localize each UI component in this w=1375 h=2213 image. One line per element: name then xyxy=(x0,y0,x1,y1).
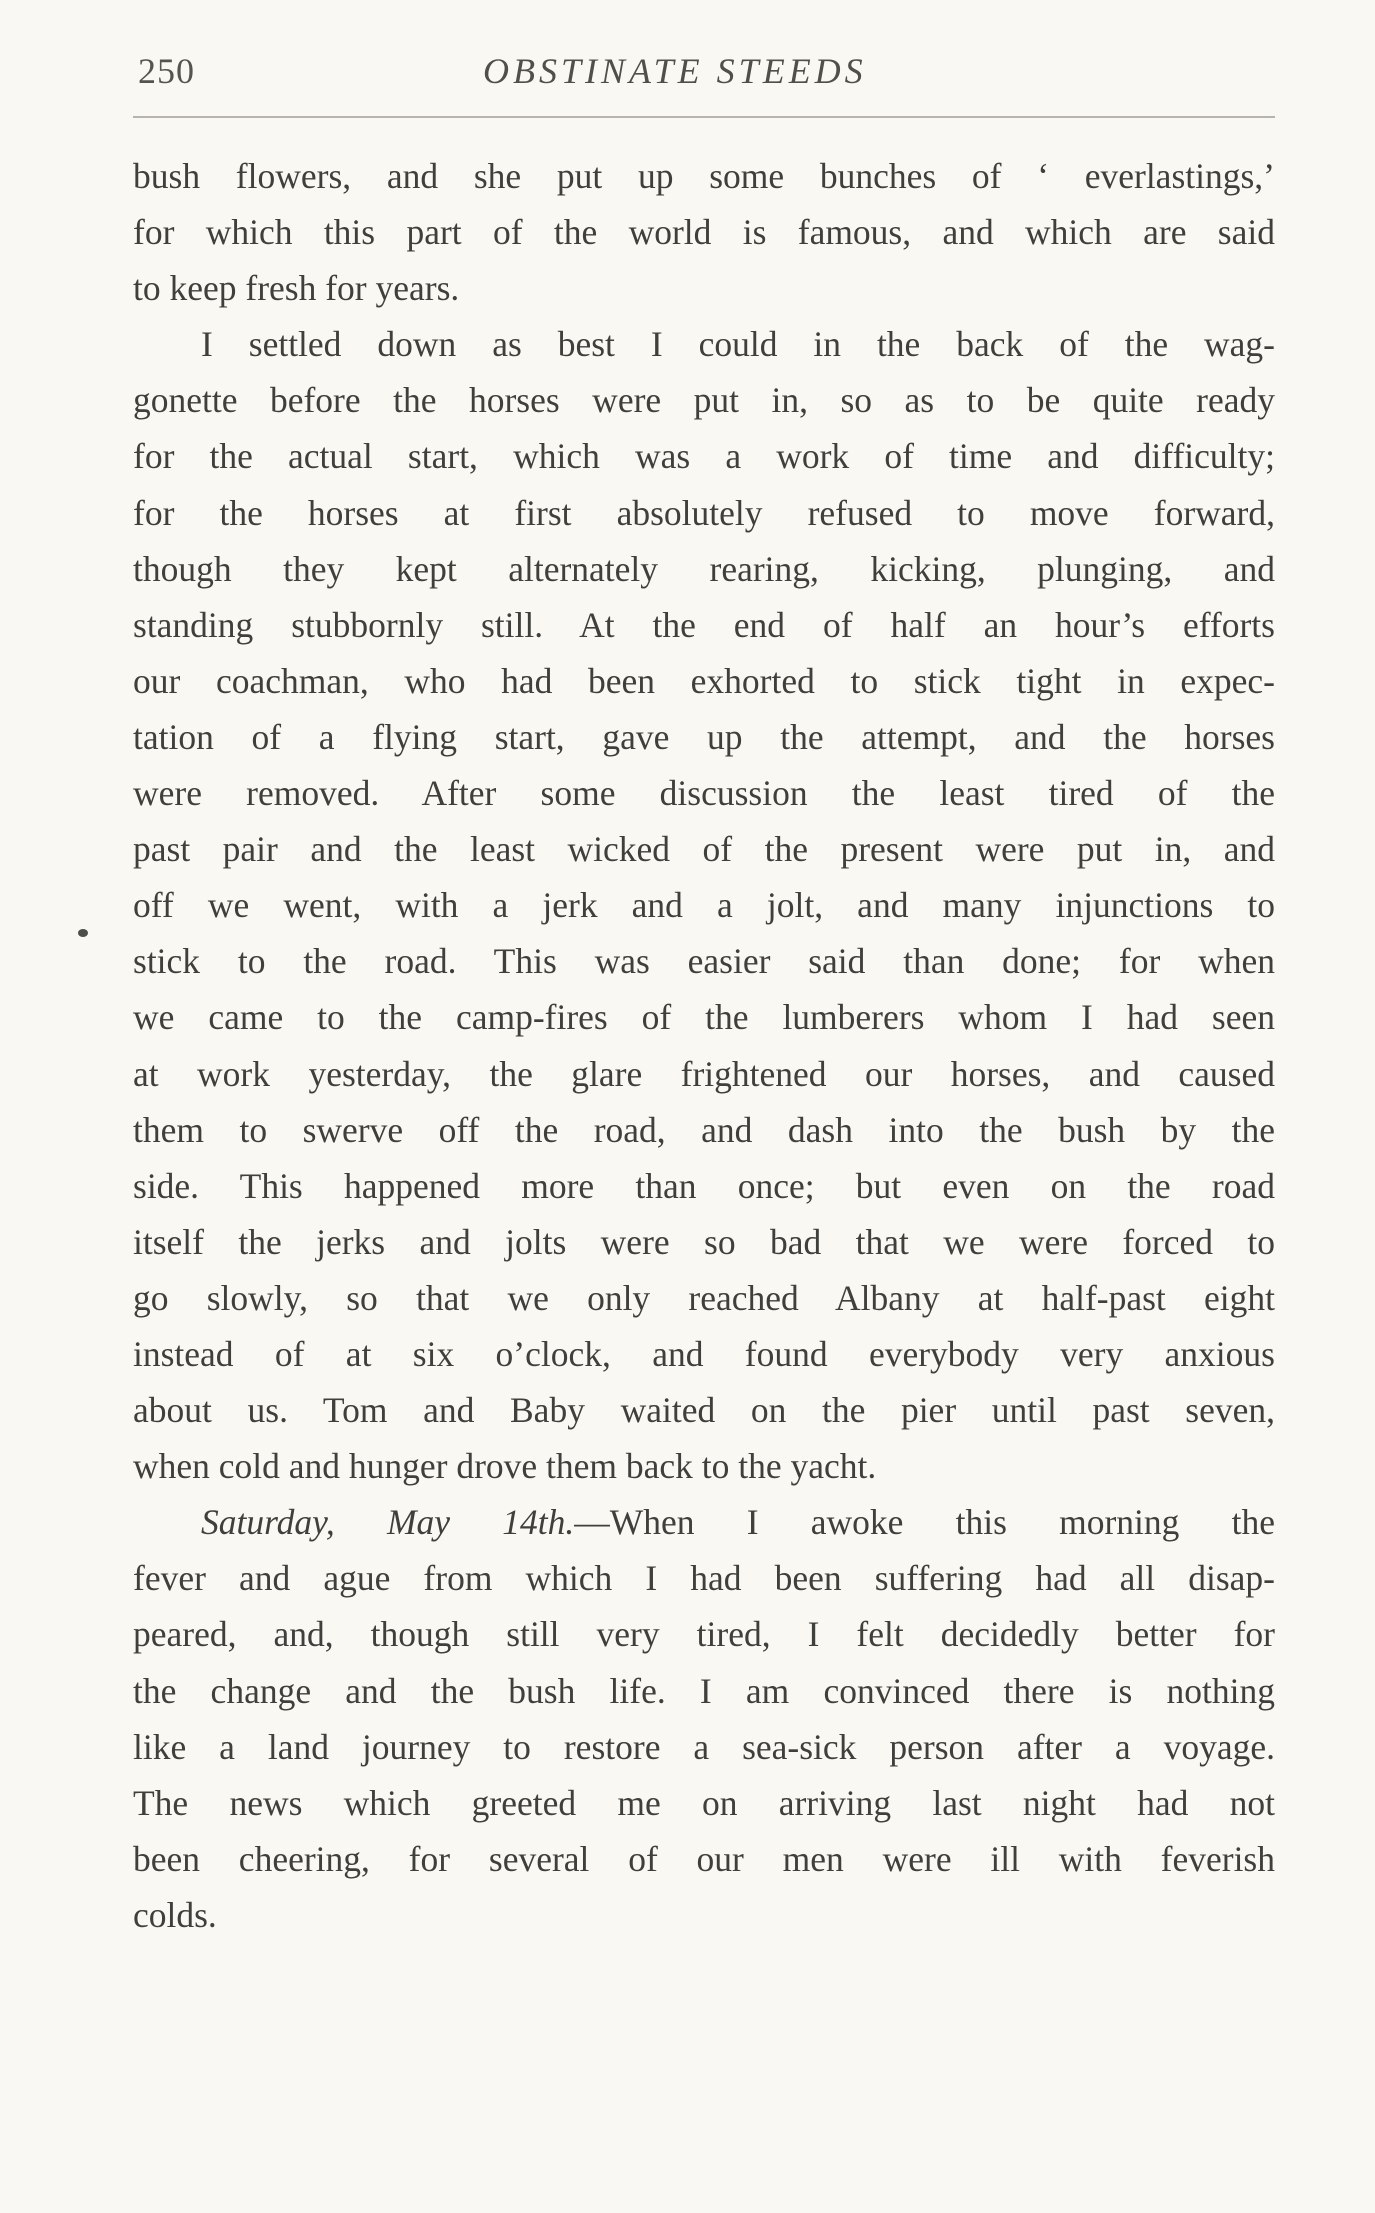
page-number: 250 xyxy=(138,51,195,91)
text-line: go slowly, so that we only reached Albany at half-past eight xyxy=(133,1277,1275,1318)
text-line: them to swerve off the road, and dash into the bush by the xyxy=(133,1109,1275,1150)
text-line: itself the jerks and jolts were so bad that we were forced to xyxy=(133,1221,1275,1262)
text-line: though they kept alternately rearing, kicking, plunging, and xyxy=(133,548,1275,589)
text-line xyxy=(133,1494,1275,1550)
margin-speck xyxy=(78,929,88,937)
body-text xyxy=(133,148,1275,1943)
text-line: at work yesterday, the glare frightened our horses, and caused xyxy=(133,1053,1275,1094)
text-line: like a land journey to restore a sea-sick person after a voyage. xyxy=(133,1726,1275,1767)
text-line: gonette before the horses were put in, so as to be quite ready xyxy=(133,380,1275,421)
page-header xyxy=(133,40,1275,100)
text-line: past pair and the least wicked of the present were put in, and xyxy=(133,829,1275,870)
text-line: the change and the bush life. I am convinced there is nothing xyxy=(133,1670,1275,1711)
text-line: we came to the camp-fires of the lumberers whom I had seen xyxy=(133,997,1275,1038)
text-run: —When I awoke this morning the xyxy=(574,1502,1275,1543)
text-line: standing stubbornly still. At the end of half an hour’s efforts xyxy=(133,604,1275,645)
text-line: for the horses at first absolutely refused to move forward, xyxy=(133,492,1275,533)
text-line: were removed. After some discussion the least tired of the xyxy=(133,773,1275,814)
text-line: bush flowers, and she put up some bunches of ‘ everlastings,’ xyxy=(133,156,1275,196)
text-line: our coachman, who had been exhorted to stick tight in expec- xyxy=(133,660,1275,701)
text-line: for which this part of the world is famous, and which are said xyxy=(133,212,1275,253)
paragraph-1 xyxy=(133,148,1275,316)
text-line: side. This happened more than once; but even on the road xyxy=(133,1165,1275,1206)
text-line: fever and ague from which I had been suffering had all disap- xyxy=(133,1558,1275,1599)
text-line: The news which greeted me on arriving last night had not xyxy=(133,1782,1275,1823)
diary-date: Saturday, May 14th. xyxy=(201,1502,575,1543)
text-line: about us. Tom and Baby waited on the pier until past seven, xyxy=(133,1390,1275,1431)
text-line: to keep fresh for years. xyxy=(133,268,460,309)
text-line: I settled down as best I could in the back of the wag- xyxy=(201,324,1275,365)
paragraph-2 xyxy=(133,316,1275,1494)
text-line: peared, and, though still very tired, I felt decidedly better for xyxy=(133,1614,1275,1655)
text-line: for the actual start, which was a work of time and difficulty; xyxy=(133,436,1275,477)
header-rule xyxy=(133,116,1275,118)
text-line: been cheering, for several of our men were ill with feverish xyxy=(133,1838,1275,1879)
running-head: OBSTINATE STEEDS xyxy=(483,51,867,91)
text-line: colds. xyxy=(133,1894,217,1935)
text-line: instead of at six o’clock, and found everybody very anxious xyxy=(133,1333,1275,1374)
text-line: when cold and hunger drove them back to the yacht. xyxy=(133,1446,877,1487)
paragraph-3 xyxy=(133,1494,1275,1943)
text-line: stick to the road. This was easier said than done; for when xyxy=(133,941,1275,982)
text-line: tation of a flying start, gave up the attempt, and the horses xyxy=(133,716,1275,757)
text-line: off we went, with a jerk and a jolt, and many injunctions to xyxy=(133,885,1275,926)
